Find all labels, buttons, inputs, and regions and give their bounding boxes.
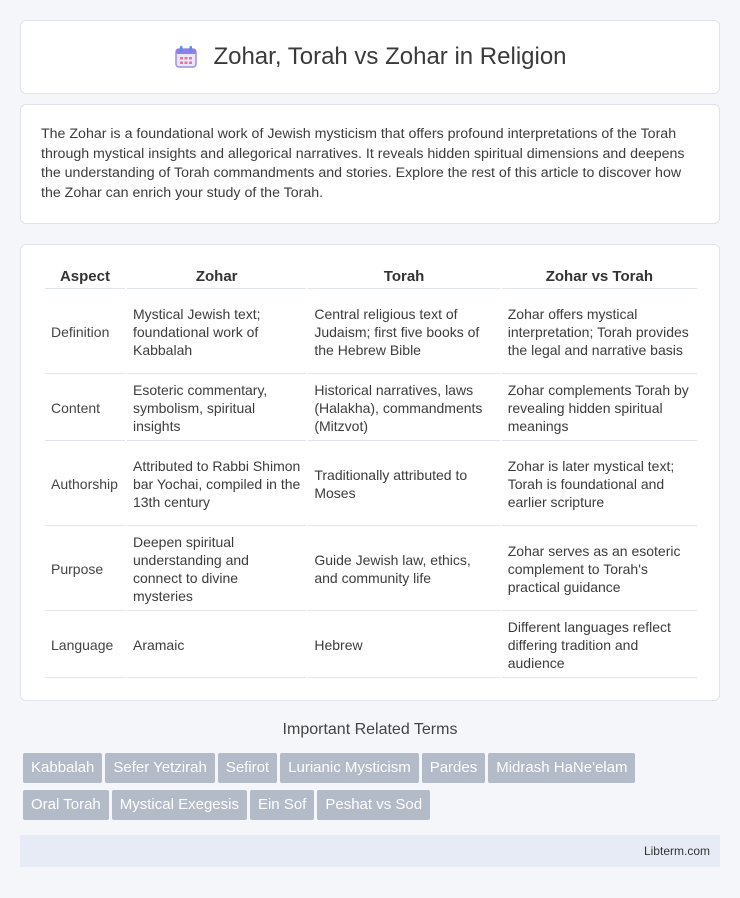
cell-aspect: Authorship (45, 443, 125, 526)
table-row (45, 528, 697, 611)
cell-zohar: Deepen spiritual understanding and connect to divine mysteries (127, 528, 306, 611)
tag-peshat-vs-sod[interactable]: Peshat vs Sod (317, 790, 430, 820)
cell-aspect: Language (45, 613, 125, 678)
tag-lurianic-mysticism[interactable]: Lurianic Mysticism (280, 753, 419, 783)
footer (20, 835, 720, 867)
cell-torah: Guide Jewish law, ethics, and community life (308, 528, 499, 611)
cell-aspect: Content (45, 376, 125, 441)
tag-sefer-yetzirah[interactable]: Sefer Yetzirah (105, 753, 214, 783)
cell-aspect: Definition (45, 291, 125, 374)
cell-comparison: Zohar is later mystical text; Torah is foundational and earlier scripture (502, 443, 697, 526)
table-row (45, 291, 697, 374)
cell-zohar: Aramaic (127, 613, 306, 678)
calendar-icon (173, 44, 199, 70)
tag-midrash-haneelam[interactable]: Midrash HaNe'elam (488, 753, 635, 783)
comparison-table (43, 263, 699, 680)
header-aspect: Aspect (45, 265, 125, 289)
table-row (45, 376, 697, 441)
cell-torah: Hebrew (308, 613, 499, 678)
cell-zohar: Attributed to Rabbi Shimon bar Yochai, compiled in the 13th century (127, 443, 306, 526)
tag-mystical-exegesis[interactable]: Mystical Exegesis (112, 790, 247, 820)
cell-comparison: Zohar offers mystical interpretation; Torah provides the legal and narrative basis (502, 291, 697, 374)
tag-oral-torah[interactable]: Oral Torah (23, 790, 109, 820)
table-row (45, 443, 697, 526)
intro-text: The Zohar is a foundational work of Jewish mysticism that offers profound interpretations of the Torah through mystical insights and allegorical narratives. It reveals hidden spiritual dimensions and deepens the understanding of Torah commandments and stories. Explore the rest of this article to discover how the Zohar can enrich your study of the Torah. (41, 126, 685, 201)
cell-zohar: Mystical Jewish text; foundational work of Kabbalah (127, 291, 306, 374)
cell-torah: Traditionally attributed to Moses (308, 443, 499, 526)
footer-site-link[interactable]: Libterm.com (643, 844, 710, 858)
header-torah: Torah (308, 265, 499, 289)
cell-zohar: Esoteric commentary, symbolism, spiritual insights (127, 376, 306, 441)
related-terms-list (23, 753, 723, 827)
tag-pardes[interactable]: Pardes (422, 753, 486, 783)
table-row (45, 613, 697, 678)
header-zohar: Zohar (127, 265, 306, 289)
cell-comparison: Zohar complements Torah by revealing hidden spiritual meanings (502, 376, 697, 441)
intro-section (20, 104, 720, 224)
page-header (20, 20, 720, 94)
header-comparison: Zohar vs Torah (502, 265, 697, 289)
cell-torah: Central religious text of Judaism; first five books of the Hebrew Bible (308, 291, 499, 374)
tag-ein-sof[interactable]: Ein Sof (250, 790, 314, 820)
related-terms-title: Important Related Terms (282, 721, 458, 738)
cell-comparison: Zohar serves as an esoteric complement to Torah's practical guidance (502, 528, 697, 611)
tag-sefirot[interactable]: Sefirot (218, 753, 277, 783)
tag-kabbalah[interactable]: Kabbalah (23, 753, 102, 783)
comparison-table-card (20, 244, 720, 701)
page-title: Zohar, Torah vs Zohar in Religion (213, 43, 567, 70)
cell-aspect: Purpose (45, 528, 125, 611)
cell-torah: Historical narratives, laws (Halakha), commandments (Mitzvot) (308, 376, 499, 441)
cell-comparison: Different languages reflect differing tradition and audience (502, 613, 697, 678)
table-header-row (45, 265, 697, 289)
